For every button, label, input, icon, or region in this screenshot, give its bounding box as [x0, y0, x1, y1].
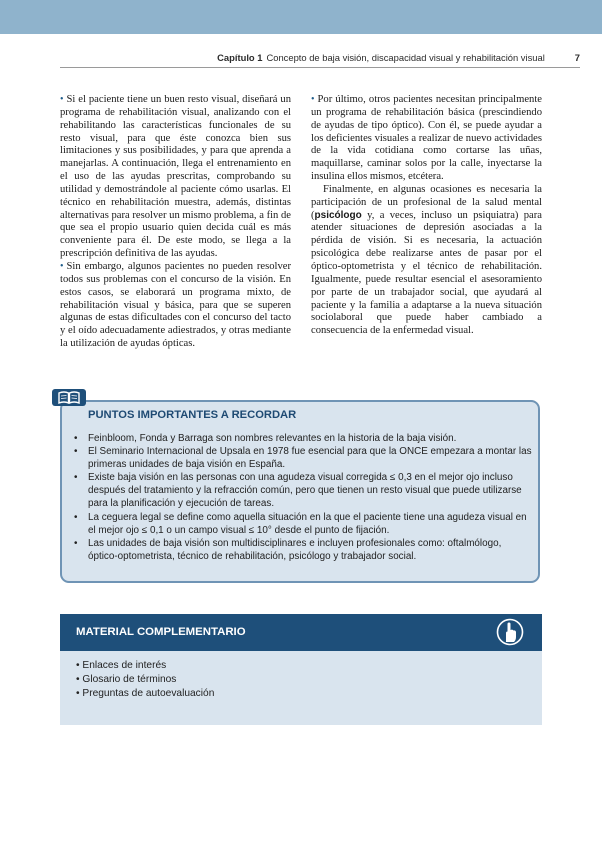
- paragraph-text: y, a veces, incluso un psiquiatra) para atender situaciones de depresión asociadas a la pérdida de visión. Si es necesaria, la actuación psicológica debe realizarse antes de pasar por el óptico-optometrista y el técnico de rehabilitación. Igualmente, puede resultar esencial el asesoramiento por parte de un trabajador social, que ayudará al paciente y la familia a adaptarse a la nueva situación sociolaboral que puede haber cambiado a consecuencia de la enfermedad visual.: [311, 209, 542, 337]
- paragraph-text: Por último, otros pacientes necesitan principalmente un programa de rehabilitación básica (prescindiendo de ayudas de tipo óptico). Con él, se puede ayudar a los deficientes visuales a realizar de nuevo actividades de la vida cotidiana como cortarse las uñas, maquillarse, caminar solos por la calle, inyectarse la insulina ellos mismos, etcétera.: [311, 94, 542, 183]
- key-points-box: [60, 400, 540, 583]
- left-column: [60, 94, 291, 351]
- supplementary-item-self-assessment[interactable]: • Preguntas de autoevaluación: [76, 687, 214, 701]
- chapter-title: Concepto de baja visión, discapacidad visual y rehabilitación visual: [266, 51, 545, 63]
- running-header: [60, 48, 580, 66]
- header-rule: [60, 67, 580, 68]
- bullet-icon: •: [311, 94, 315, 105]
- paragraph-bullet-3: [311, 94, 542, 184]
- page-number: 7: [574, 51, 580, 63]
- supplementary-item-glossary[interactable]: • Glosario de términos: [76, 673, 214, 687]
- key-point-item: • Las unidades de baja visión son multidisciplinares e incluyen profesionales como: oftalmólogo, óptico-optometrista, técnico de rehabilitación, psicólogo y trabajador social.: [74, 537, 532, 563]
- paragraph-psychologist: [311, 184, 542, 338]
- open-book-icon-svg: [57, 391, 81, 404]
- key-point-item: • La ceguera legal se define como aquella situación en la que el paciente tiene una agudeza visual en el mejor ojo ≤ 0,1 o un campo visual ≤ 10° desde el punto de fijación.: [74, 511, 532, 537]
- key-points-title: PUNTOS IMPORTANTES A RECORDAR: [88, 409, 297, 421]
- pointing-hand-icon: [496, 618, 524, 646]
- supplementary-item-links[interactable]: • Enlaces de interés: [76, 659, 214, 673]
- key-point-item: • Existe baja visión en las personas con una agudeza visual corregida ≤ 0,3 en el mejor ojo incluso después del tratamiento y la refracción común, pero que tienen un resto visual que puede utilizarse para la planificación y ejecución de tareas.: [74, 471, 532, 510]
- top-color-band: [0, 0, 602, 34]
- paragraph-text: Si el paciente tiene un buen resto visual, diseñará un programa de rehabilitación visual, analizando con el rehabilitando las características funcionales de su resto visual, para que éste conozca bien sus limitaciones y sus posibilidades, y para que aprenda a manejarlas. A continuación, llega el entrenamiento en el uso de las ayudas prescritas, comprobando su utilidad y demostrándole al paciente cómo usarlas. El técnico en rehabilitación muestra, además, distintas alternativas para resolver un mismo problema, a fin de que sea el propio usuario quien decida cuál es más conveniente para él. De este modo, se llega a la prescripción definitiva de las ayudas.: [60, 94, 291, 260]
- supplementary-header: [60, 614, 542, 651]
- supplementary-body: [60, 651, 542, 725]
- bullet-icon: •: [60, 260, 64, 272]
- key-points-list: [74, 432, 532, 563]
- paragraph-text: Sin embargo, algunos pacientes no pueden resolver todos sus problemas con el concurso de la visión. En estos casos, se elaborará un programa mixto, de rehabilitación visual y básica, para que se superen algunas de estas dificultades con el concurso del tacto y el oído adecuadamente adiestrados, y otras mediante la utilización de ayudas ópticas.: [60, 260, 291, 350]
- paragraph-text: Finalmente, en algunas ocasiones es necesaria la participación de un profesional de la salud mental (: [311, 183, 542, 221]
- chapter-label: Capítulo 1: [217, 51, 263, 63]
- right-column: [311, 94, 542, 338]
- open-book-icon: [52, 389, 86, 406]
- supplementary-list: [76, 659, 214, 702]
- key-point-item: • El Seminario Internacional de Upsala en 1978 fue esencial para que la ONCE empezara a montar las primeras unidades de baja visión en España.: [74, 445, 532, 471]
- paragraph-bullet-1: [60, 94, 291, 261]
- bold-term: psicólogo: [314, 209, 362, 221]
- key-point-item: • Feinbloom, Fonda y Barraga son nombres relevantes en la historia de la baja visión.: [74, 432, 532, 445]
- bullet-icon: •: [60, 94, 64, 105]
- supplementary-title: MATERIAL COMPLEMENTARIO: [76, 626, 246, 638]
- paragraph-bullet-2: [60, 261, 291, 351]
